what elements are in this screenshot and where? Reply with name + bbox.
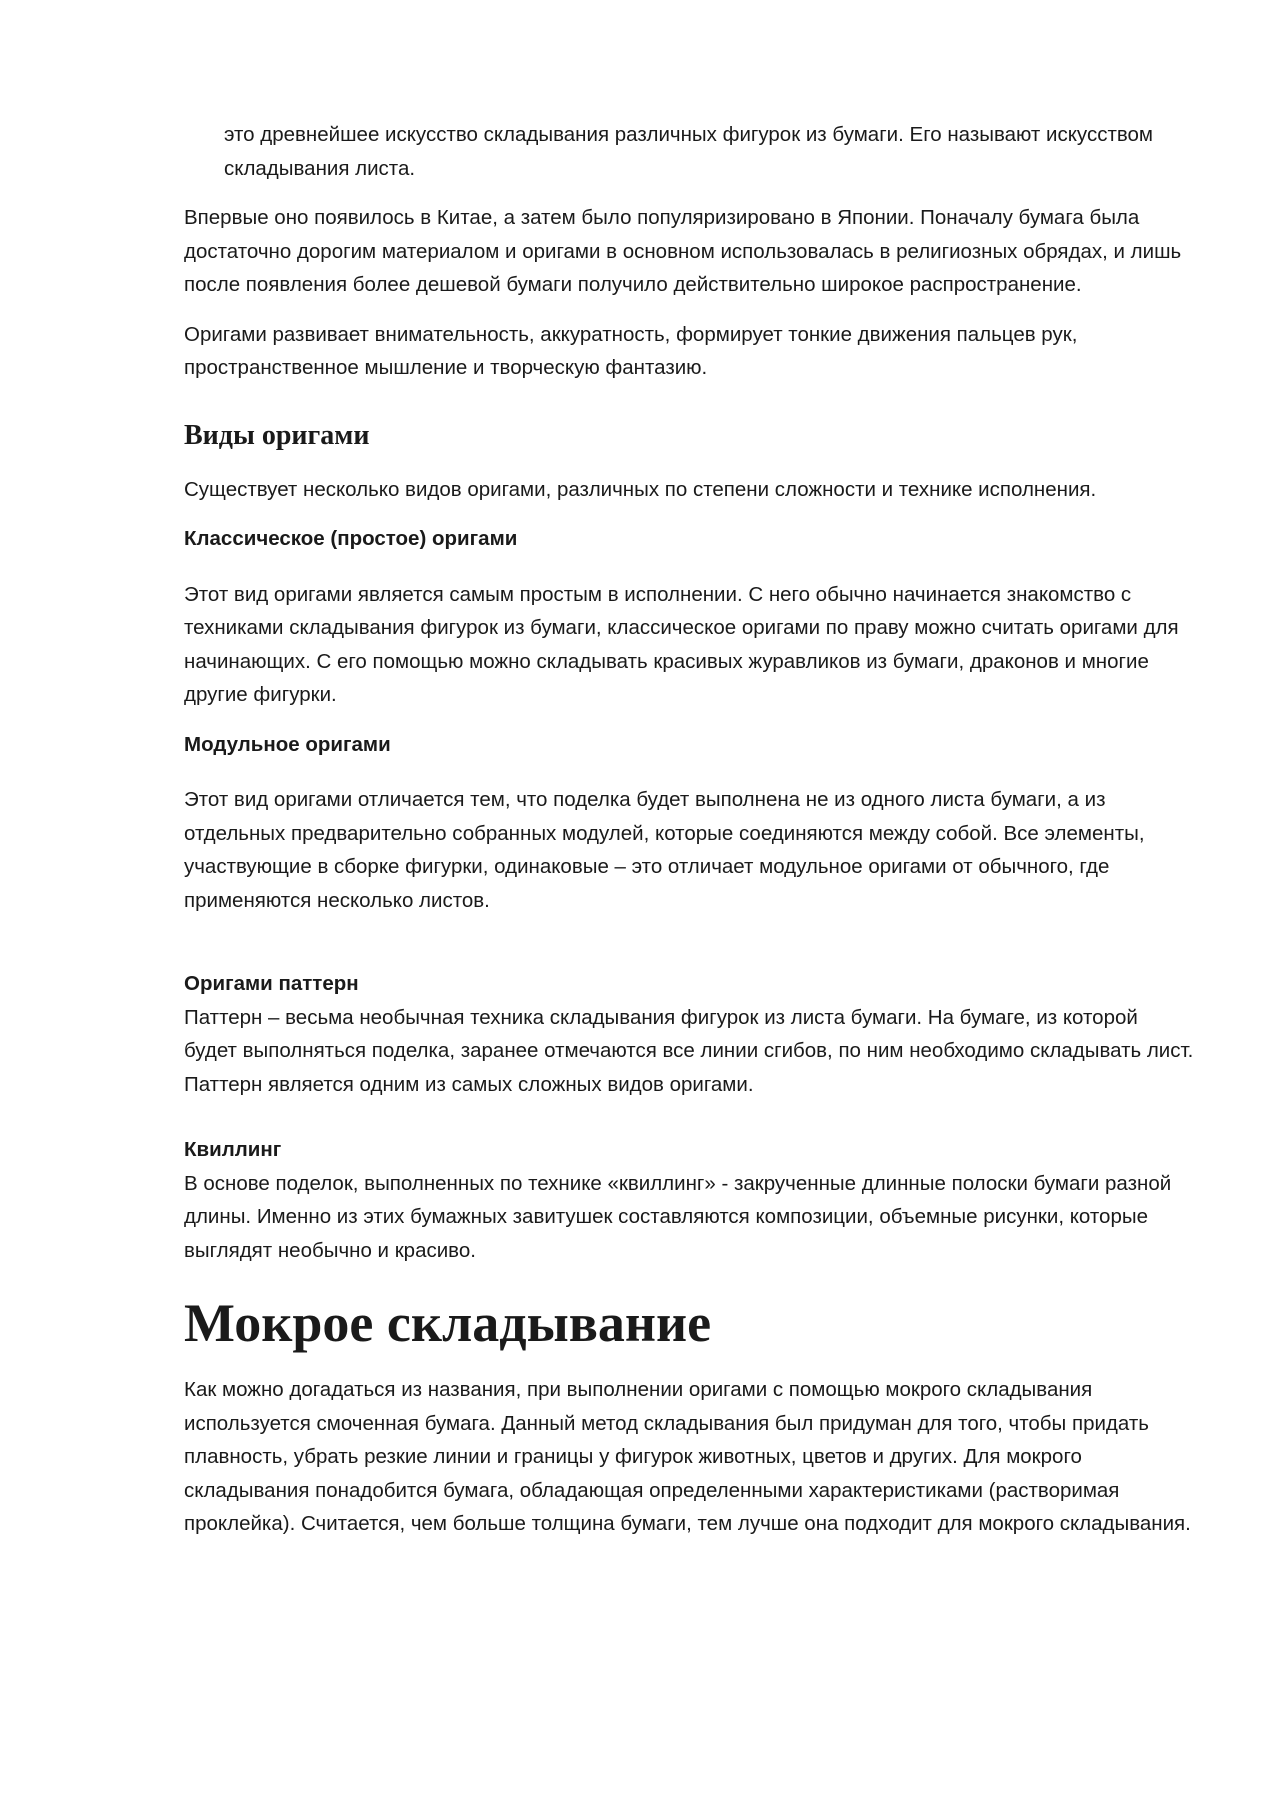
subheading-pattern: Оригами паттерн: [184, 972, 359, 995]
pattern-paragraph: Паттерн – весьма необычная техника складывания фигурок из листа бумаги. На бумаге, из которой будет выполняться поделка, заранее отмечаются все линии сгибов, по ним необходимо складывать лист. Паттерн является одним из самых сложных видов оригами.: [184, 1005, 1194, 1096]
subheading-classic: Классическое (простое) оригами: [184, 527, 518, 550]
wet-folding-paragraph: Как можно догадаться из названия, при выполнении оригами с помощью мокрого складывания используется смоченная бумага. Данный метод складывания был придуман для того, чтобы придать плавность, убрать резкие линии и границы у фигурок животных, цветов и других. Для мокрого складывания понадобится бумага, обладающая определенными характеристиками (растворимая проклейка). Считается, чем больше толщина бумаги, тем лучше она подходит для мокрого складывания.: [184, 1378, 1191, 1535]
section-heading-types: Виды оригами: [184, 419, 370, 451]
section-heading-wet-folding: Мокрое складывание: [184, 1293, 712, 1353]
subheading-modular: Модульное оригами: [184, 732, 391, 756]
spacer: [184, 933, 1194, 967]
intro-continuation-paragraph: это древнейшее искусство складывания различных фигурок из бумаги. Его называют искусством складывания листа.: [224, 123, 1153, 180]
subheading-quilling: Квиллинг: [184, 1138, 282, 1161]
benefits-paragraph: Оригами развивает внимательность, аккуратность, формирует тонкие движения пальцев рук, пространственное мышление и творческую фантазию.: [184, 322, 1078, 379]
types-intro-paragraph: Существует несколько видов оригами, различных по степени сложности и технике исполнения.: [184, 477, 1097, 501]
spacer: [184, 1117, 1194, 1133]
modular-paragraph: Этот вид оригами отличается тем, что поделка будет выполнена не из одного листа бумаги, а из отдельных предварительно собранных модулей, которые соединяются между собой. Все элементы, участвующие в сборке фигурки, одинаковые – это отличает модульное оригами от обычного, где применяются несколько листов.: [184, 788, 1145, 912]
history-paragraph: Впервые оно появилось в Китае, а затем было популяризировано в Японии. Поначалу бумага была достаточно дорогим материалом и оригами в основном использовалась в религиозных обрядах, и лишь после появления более дешевой бумаги получило действительно широкое распространение.: [184, 206, 1182, 296]
quilling-paragraph: В основе поделок, выполненных по технике «квиллинг» - закрученные длинные полоски бумаги разной длины. Именно из этих бумажных завитушек составляются композиции, объемные рисунки, которые выглядят необычно и красиво.: [184, 1171, 1172, 1262]
document-body: [184, 118, 1194, 1557]
classic-paragraph: Этот вид оригами является самым простым в исполнении. С него обычно начинается знакомство с техниками складывания фигурок из бумаги, классическое оригами по праву можно считать оригами для начинающих. С его помощью можно складывать красивых журавликов из бумаги, драконов и многие другие фигурки.: [184, 582, 1179, 706]
